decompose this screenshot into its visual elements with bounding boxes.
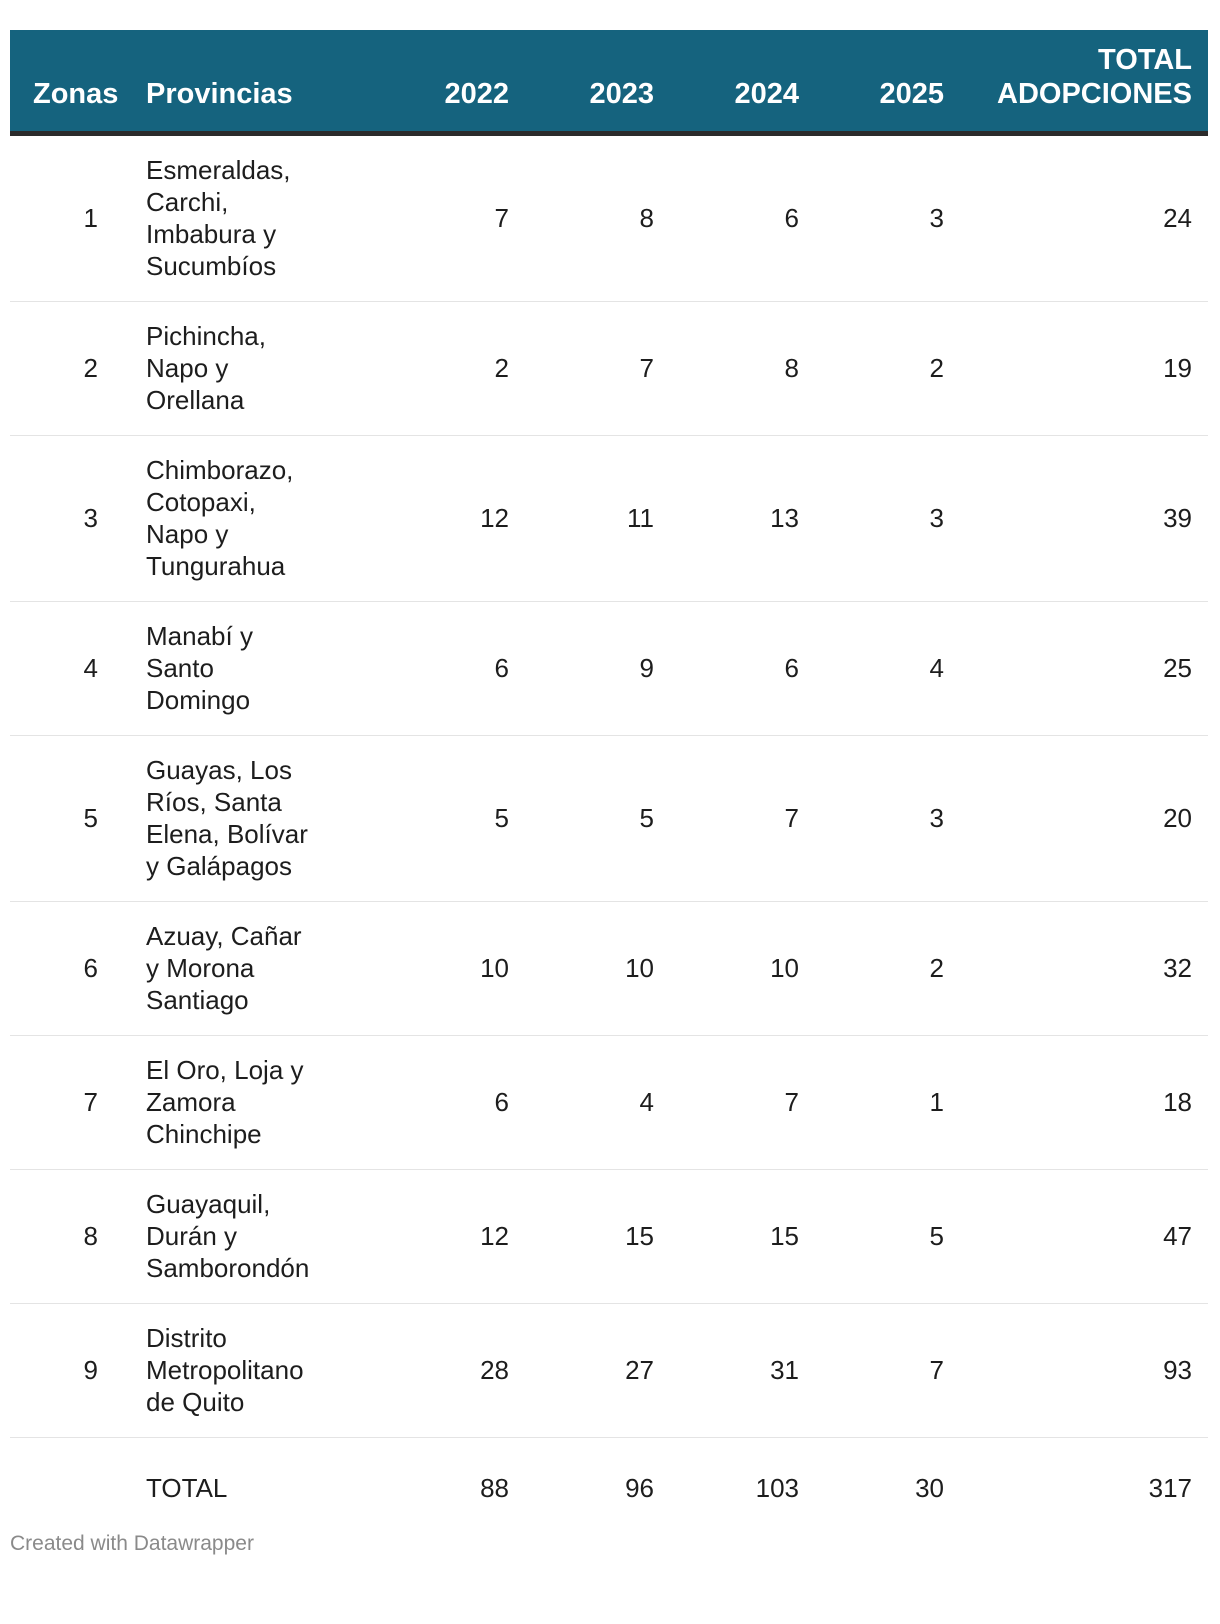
value-cell-2022: 6 — [380, 1035, 525, 1169]
provincias-cell — [130, 735, 380, 901]
datawrapper-credit: Created with Datawrapper — [10, 1532, 254, 1555]
header-provincias: Provincias — [130, 30, 380, 133]
value-cell-2025: 3 — [815, 735, 960, 901]
value-cell-2023: 10 — [525, 901, 670, 1035]
total-adopciones-cell: 47 — [960, 1169, 1208, 1303]
provincias-line: Distrito — [146, 1323, 227, 1353]
header-total-line2: ADOPCIONES — [997, 77, 1192, 110]
value-cell-2024: 31 — [670, 1303, 815, 1437]
total-row-2025: 30 — [915, 1472, 944, 1503]
value-cell-2023: 8 — [525, 133, 670, 301]
provincias-line: Chinchipe — [146, 1119, 262, 1149]
value-cell-2025: 2 — [815, 301, 960, 435]
value-cell-2022: 10 — [380, 901, 525, 1035]
value-cell-2025: 1 — [815, 1035, 960, 1169]
table-row — [10, 301, 1208, 435]
provincias-line: Durán y — [146, 1221, 238, 1251]
table-row — [10, 435, 1208, 601]
provincias-line: Guayaquil, — [146, 1189, 271, 1219]
value-cell-2025: 7 — [815, 1303, 960, 1437]
table-row — [10, 1169, 1208, 1303]
total-adopciones-cell: 20 — [960, 735, 1208, 901]
total-row-2023: 96 — [625, 1472, 654, 1503]
value-cell-2024: 8 — [670, 301, 815, 435]
value-cell-2023: 15 — [525, 1169, 670, 1303]
provincias-line: Metropolitano — [146, 1355, 304, 1385]
provincias-line: y Morona — [146, 953, 255, 983]
total-row-2022: 88 — [480, 1472, 509, 1503]
provincias-line: Ríos, Santa — [146, 787, 282, 817]
value-cell-2023: 9 — [525, 601, 670, 735]
value-cell-2024: 15 — [670, 1169, 815, 1303]
table-row — [10, 1303, 1208, 1437]
table-row — [10, 735, 1208, 901]
value-cell-2025: 2 — [815, 901, 960, 1035]
provincias-line: El Oro, Loja y — [146, 1055, 304, 1085]
provincias-cell — [130, 1303, 380, 1437]
value-cell-2022: 28 — [380, 1303, 525, 1437]
provincias-cell — [130, 301, 380, 435]
total-adopciones-cell: 32 — [960, 901, 1208, 1035]
total-row-zona-cell — [10, 1437, 130, 1538]
value-cell-2024: 7 — [670, 1035, 815, 1169]
table-total-row — [10, 1437, 1208, 1538]
header-2022: 2022 — [380, 30, 525, 133]
table-row — [10, 601, 1208, 735]
provincias-cell — [130, 1035, 380, 1169]
total-adopciones-cell: 18 — [960, 1035, 1208, 1169]
header-2023: 2023 — [525, 30, 670, 133]
provincias-line: Orellana — [146, 385, 245, 415]
value-cell-2022: 7 — [380, 133, 525, 301]
provincias-cell — [130, 435, 380, 601]
provincias-line: Esmeraldas, — [146, 155, 291, 185]
value-cell-2025: 3 — [815, 133, 960, 301]
zona-cell: 1 — [10, 133, 130, 301]
value-cell-2022: 12 — [380, 435, 525, 601]
value-cell-2022: 6 — [380, 601, 525, 735]
table-header-row — [10, 30, 1208, 133]
provincias-line: de Quito — [146, 1387, 245, 1417]
total-adopciones-cell: 39 — [960, 435, 1208, 601]
zona-cell: 7 — [10, 1035, 130, 1169]
value-cell-2024: 7 — [670, 735, 815, 901]
zona-cell: 8 — [10, 1169, 130, 1303]
value-cell-2025: 5 — [815, 1169, 960, 1303]
provincias-cell — [130, 901, 380, 1035]
value-cell-2023: 27 — [525, 1303, 670, 1437]
provincias-line: Domingo — [146, 685, 251, 715]
provincias-line: Napo y — [146, 353, 229, 383]
header-total-adopciones — [960, 30, 1208, 133]
value-cell-2023: 4 — [525, 1035, 670, 1169]
provincias-line: Cotopaxi, — [146, 487, 256, 517]
header-2025: 2025 — [815, 30, 960, 133]
provincias-line: Guayas, Los — [146, 755, 292, 785]
value-cell-2024: 10 — [670, 901, 815, 1035]
provincias-line: Napo y — [146, 519, 229, 549]
value-cell-2023: 7 — [525, 301, 670, 435]
provincias-line: Santiago — [146, 985, 249, 1015]
table-row — [10, 133, 1208, 301]
provincias-line: Santo — [146, 653, 214, 683]
zona-cell: 2 — [10, 301, 130, 435]
provincias-line: Zamora — [146, 1087, 236, 1117]
value-cell-2022: 12 — [380, 1169, 525, 1303]
zona-cell: 9 — [10, 1303, 130, 1437]
provincias-line: Elena, Bolívar — [146, 819, 308, 849]
provincias-line: Carchi, — [146, 187, 229, 217]
value-cell-2022: 2 — [380, 301, 525, 435]
table-row — [10, 1035, 1208, 1169]
provincias-line: Manabí y — [146, 621, 253, 651]
value-cell-2024: 6 — [670, 133, 815, 301]
total-row-2024: 103 — [755, 1472, 799, 1503]
provincias-line: y Galápagos — [146, 851, 292, 881]
zona-cell: 5 — [10, 735, 130, 901]
provincias-cell — [130, 1169, 380, 1303]
provincias-cell — [130, 601, 380, 735]
header-total-line1: TOTAL — [1098, 43, 1192, 76]
total-adopciones-cell: 93 — [960, 1303, 1208, 1437]
provincias-line: Tungurahua — [146, 551, 286, 581]
value-cell-2025: 3 — [815, 435, 960, 601]
provincias-line: Imbabura y — [146, 219, 277, 249]
provincias-line: Chimborazo, — [146, 455, 294, 485]
total-row-grand-total: 317 — [1148, 1472, 1192, 1503]
total-adopciones-cell: 24 — [960, 133, 1208, 301]
value-cell-2023: 11 — [525, 435, 670, 601]
provincias-line: Azuay, Cañar — [146, 921, 302, 951]
adoptions-table — [10, 30, 1208, 1538]
zona-cell: 3 — [10, 435, 130, 601]
header-2024: 2024 — [670, 30, 815, 133]
table-row — [10, 901, 1208, 1035]
total-adopciones-cell: 25 — [960, 601, 1208, 735]
value-cell-2022: 5 — [380, 735, 525, 901]
zona-cell: 6 — [10, 901, 130, 1035]
value-cell-2024: 6 — [670, 601, 815, 735]
total-adopciones-cell: 19 — [960, 301, 1208, 435]
adoptions-table-container — [10, 30, 1208, 1538]
provincias-cell — [130, 133, 380, 301]
zona-cell: 4 — [10, 601, 130, 735]
value-cell-2023: 5 — [525, 735, 670, 901]
value-cell-2025: 4 — [815, 601, 960, 735]
header-zonas: Zonas — [10, 30, 130, 133]
table-body — [10, 133, 1208, 1538]
provincias-line: Samborondón — [146, 1253, 310, 1283]
value-cell-2024: 13 — [670, 435, 815, 601]
total-row-label: TOTAL — [146, 1472, 228, 1503]
provincias-line: Pichincha, — [146, 321, 266, 351]
provincias-line: Sucumbíos — [146, 251, 277, 281]
